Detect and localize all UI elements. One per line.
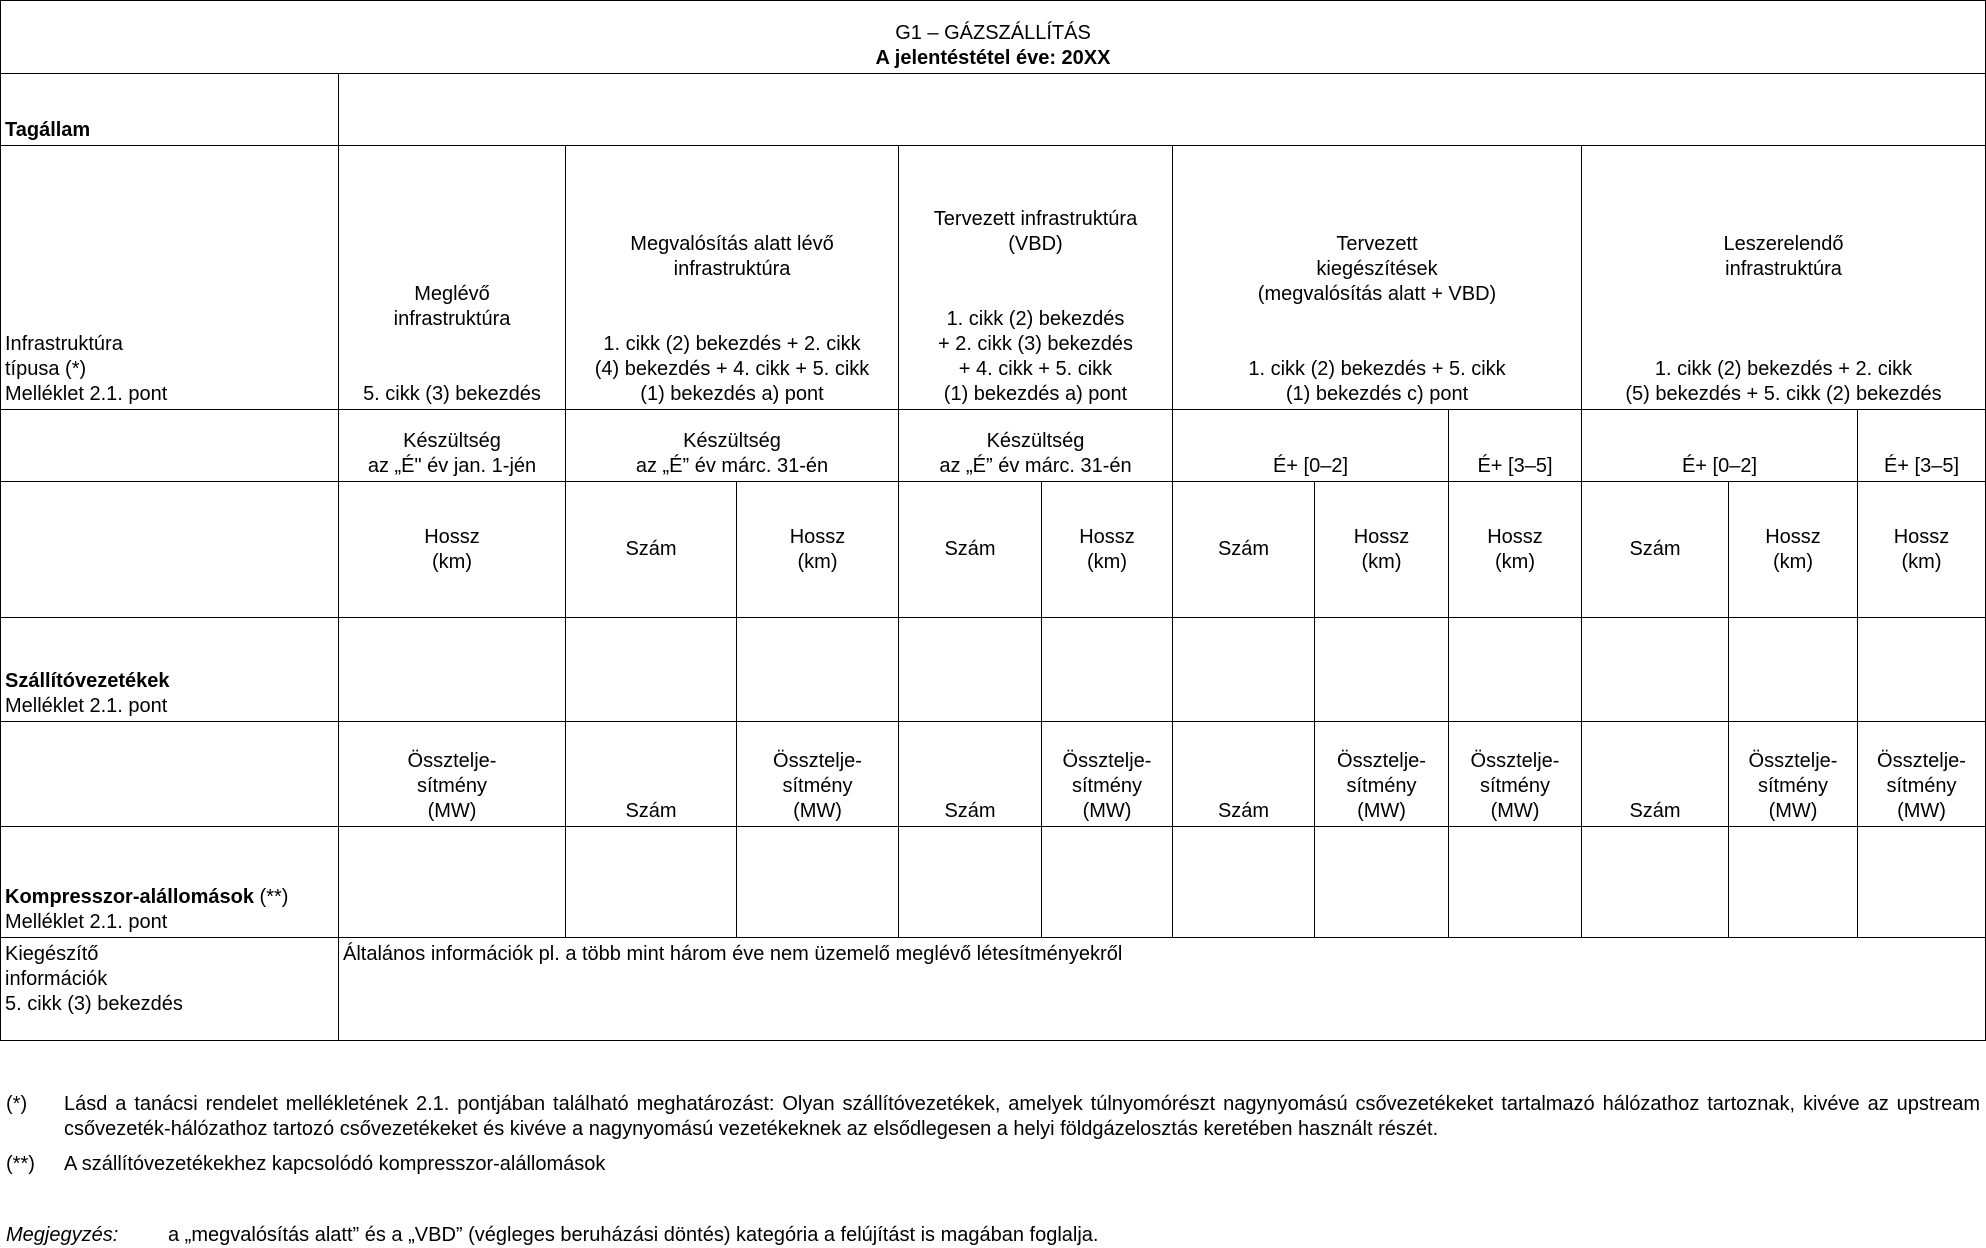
data-cell[interactable] xyxy=(1173,618,1315,722)
compressor-units-empty xyxy=(1,722,339,827)
data-cell[interactable] xyxy=(566,827,737,938)
unit-capacity: Össztelje- sítmény (MW) xyxy=(1449,722,1582,827)
unit-count: Szám xyxy=(899,722,1042,827)
data-cell[interactable] xyxy=(737,827,899,938)
data-cell[interactable] xyxy=(1729,618,1858,722)
footnote-1 xyxy=(0,1092,1986,1142)
category-existing xyxy=(339,146,566,410)
category-planned-additions-title: Tervezett kiegészítések (megvalósítás alatt + VBD) xyxy=(1257,233,1497,305)
data-cell[interactable] xyxy=(1729,827,1858,938)
category-under-construction xyxy=(566,146,899,410)
category-under-construction-ref: 1. cikk (2) bekezdés + 2. cikk (4) bekezdés + 4. cikk + 5. cikk (1) bekezdés a) pont xyxy=(594,333,870,405)
unit-count: Szám xyxy=(1582,722,1729,827)
footnote-2-text: A szállítóvezetékekhez kapcsolódó kompresszor-alállomások xyxy=(64,1153,606,1175)
status-planned: Készültség az „É” év márc. 31-én xyxy=(899,410,1173,482)
pipeline-units-empty xyxy=(1,482,339,618)
status-additions-e3-5: É+ [3–5] xyxy=(1449,410,1582,482)
category-decommissioning-title: Leszerelendő infrastruktúra xyxy=(1723,233,1844,280)
unit-capacity: Össztelje- sítmény (MW) xyxy=(737,722,899,827)
unit-length: Hossz (km) xyxy=(737,482,899,618)
status-under-construction: Készültség az „É” év márc. 31-én xyxy=(566,410,899,482)
unit-count: Szám xyxy=(566,482,737,618)
member-state-value xyxy=(339,74,1986,146)
row-compressors-ref: Melléklet 2.1. pont xyxy=(5,911,168,933)
status-additions-e0-2: É+ [0–2] xyxy=(1173,410,1449,482)
infra-type-label: Infrastruktúra típusa (*) Melléklet 2.1. pont xyxy=(1,146,339,410)
data-cell[interactable] xyxy=(339,827,566,938)
data-cell[interactable] xyxy=(1173,827,1315,938)
category-decommissioning xyxy=(1582,146,1986,410)
category-planned-additions-ref: 1. cikk (2) bekezdés + 5. cikk (1) bekezdés c) pont xyxy=(1248,358,1506,405)
data-cell[interactable] xyxy=(1042,827,1173,938)
unit-capacity: Össztelje- sítmény (MW) xyxy=(1315,722,1449,827)
category-under-construction-title: Megvalósítás alatt lévő infrastruktúra xyxy=(630,233,834,280)
unit-capacity: Össztelje- sítmény (MW) xyxy=(1729,722,1858,827)
category-decommissioning-ref: 1. cikk (2) bekezdés + 2. cikk (5) bekezdés + 5. cikk (2) bekezdés xyxy=(1625,358,1942,405)
footnote-1-mark: (*) xyxy=(6,1093,28,1115)
row-pipelines-title: Szállítóvezetékek xyxy=(5,670,170,692)
status-decom-e0-2: É+ [0–2] xyxy=(1582,410,1858,482)
data-cell[interactable] xyxy=(1315,827,1449,938)
row-compressors xyxy=(1,827,339,938)
footnote-2-mark: (**) xyxy=(6,1153,35,1175)
status-empty xyxy=(1,410,339,482)
footnote-1-text: Lásd a tanácsi rendelet mellékletének 2.1. pontjában található meghatározást: Olyan szállítóvezetékek, amelyek túlnyomórészt nagynyomású csővezetékeket tartalmazó hálózathoz tartoznak, kivéve az upstream csővezeték-hálózathoz tartozó csővezetékeket és kivéve a nagynyomású vezetékeknek az elsődlegesen a helyi földgázelosztás keretében használt részét. xyxy=(64,1093,1980,1140)
note xyxy=(0,1223,1986,1248)
unit-capacity: Össztelje- sítmény (MW) xyxy=(1042,722,1173,827)
row-pipelines-ref: Melléklet 2.1. pont xyxy=(5,695,168,717)
unit-count: Szám xyxy=(1173,482,1315,618)
data-cell[interactable] xyxy=(1582,827,1729,938)
row-pipelines xyxy=(1,618,339,722)
unit-length: Hossz (km) xyxy=(339,482,566,618)
note-text: a „megvalósítás alatt” és a „VBD” (végleges beruházási döntés) kategória a felújítást is magában foglalja. xyxy=(168,1224,1099,1246)
unit-capacity: Össztelje- sítmény (MW) xyxy=(339,722,566,827)
data-cell[interactable] xyxy=(737,618,899,722)
data-cell[interactable] xyxy=(899,618,1042,722)
data-cell[interactable] xyxy=(1449,827,1582,938)
reporting-year: A jelentéstétel éve: 20XX xyxy=(875,47,1111,69)
data-cell[interactable] xyxy=(339,618,566,722)
row-compressors-footnote-mark: (**) xyxy=(253,886,289,908)
category-existing-ref: 5. cikk (3) bekezdés xyxy=(363,383,541,405)
note-label: Megjegyzés: xyxy=(6,1224,119,1246)
data-cell[interactable] xyxy=(1449,618,1582,722)
status-existing: Készültség az „É" év jan. 1-jén xyxy=(339,410,566,482)
member-state-label: Tagállam xyxy=(1,74,339,146)
data-cell[interactable] xyxy=(1315,618,1449,722)
data-cell[interactable] xyxy=(1042,618,1173,722)
row-compressors-title: Kompresszor-alállomások xyxy=(5,886,254,908)
unit-length: Hossz (km) xyxy=(1449,482,1582,618)
data-cell[interactable] xyxy=(1582,618,1729,722)
unit-length: Hossz (km) xyxy=(1729,482,1858,618)
unit-capacity: Össztelje- sítmény (MW) xyxy=(1858,722,1986,827)
data-cell[interactable] xyxy=(1858,618,1986,722)
footnote-2 xyxy=(0,1152,1986,1177)
additional-info-label: Kiegészítő információk 5. cikk (3) bekezdés xyxy=(1,938,339,1041)
unit-length: Hossz (km) xyxy=(1858,482,1986,618)
category-planned-ref: 1. cikk (2) bekezdés + 2. cikk (3) bekezdés + 4. cikk + 5. cikk (1) bekezdés a) pont xyxy=(937,308,1134,405)
unit-count: Szám xyxy=(1582,482,1729,618)
unit-count: Szám xyxy=(899,482,1042,618)
report-title: G1 – GÁZSZÁLLÍTÁS xyxy=(895,22,1091,44)
category-planned-title: Tervezett infrastruktúra (VBD) xyxy=(933,208,1138,255)
table-header xyxy=(1,1,1986,74)
additional-info-text[interactable]: Általános információk pl. a több mint három éve nem üzemelő meglévő létesítményekről xyxy=(339,938,1986,1041)
unit-count: Szám xyxy=(566,722,737,827)
category-planned xyxy=(899,146,1173,410)
data-cell[interactable] xyxy=(566,618,737,722)
data-cell[interactable] xyxy=(899,827,1042,938)
category-planned-additions xyxy=(1173,146,1582,410)
unit-length: Hossz (km) xyxy=(1315,482,1449,618)
category-existing-title: Meglévő infrastruktúra xyxy=(393,283,511,330)
unit-length: Hossz (km) xyxy=(1042,482,1173,618)
unit-count: Szám xyxy=(1173,722,1315,827)
status-decom-e3-5: É+ [3–5] xyxy=(1858,410,1986,482)
data-cell[interactable] xyxy=(1858,827,1986,938)
